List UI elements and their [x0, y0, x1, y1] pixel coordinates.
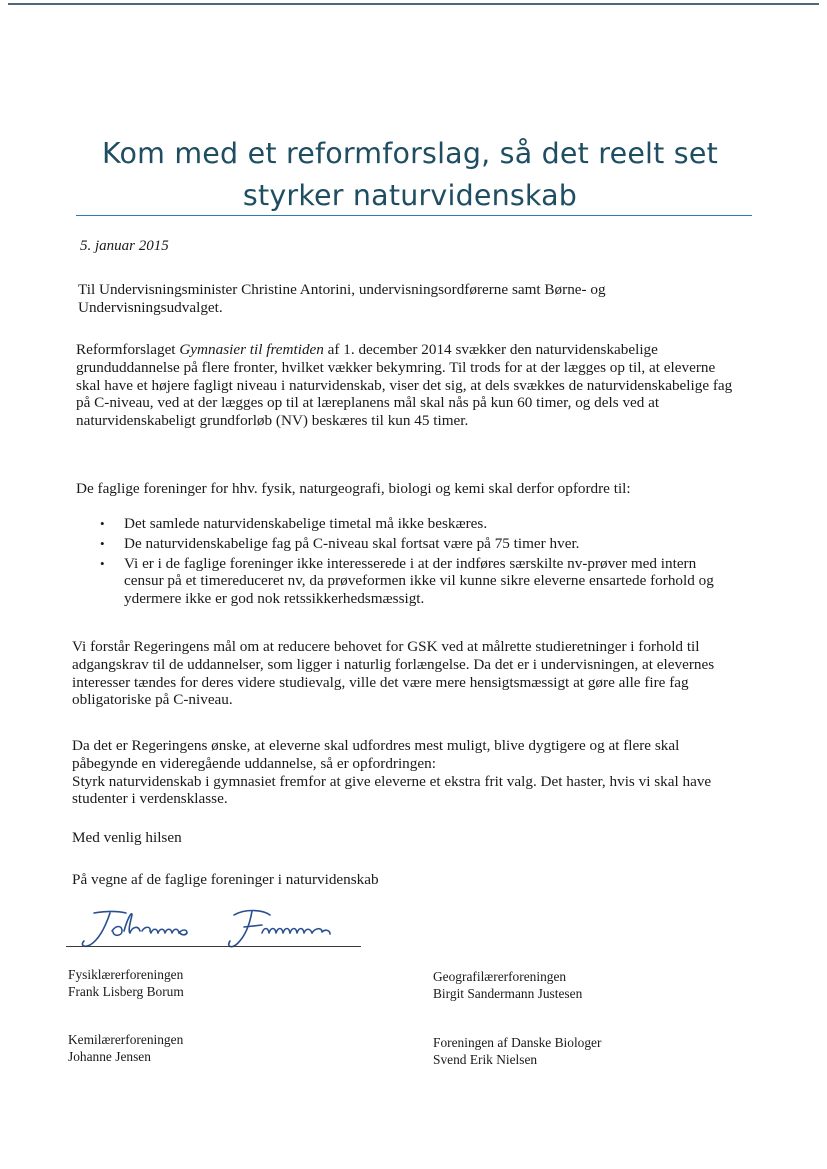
signatory-chemistry	[68, 1032, 183, 1065]
paragraph-intro-start: Reformforslaget	[76, 341, 180, 358]
list-item-text: Det samlede naturvidenskabelige timetal må ikke beskæres.	[124, 515, 488, 532]
call-to-action-statement: Styrk naturvidenskab i gymnasiet fremfor at give eleverne et ekstra frit valg. Det haster, hvis vi skal have studenter i verdensklasse.	[72, 772, 712, 808]
signatory-name: Frank Lisberg Borum	[68, 983, 184, 999]
bullet-icon: •	[100, 535, 105, 551]
paragraph-intro	[76, 341, 736, 430]
signatory-name: Johanne Jensen	[68, 1048, 151, 1064]
paragraph-gsk: Vi forstår Regeringens mål om at reducere behovet for GSK ved at målrette studieretninger i forhold til adgangskrav til de uddannelser, som ligger i naturlig forlængelse. Da det er i undervisningen, at elevernes interesser tændes for deres videre studievalg, ville det være mere hensigtsmæssigt at gøre alle fire fag obligatoriske på C-niveau.	[72, 638, 715, 709]
page-title	[60, 133, 760, 217]
organization-name: Fysiklærerforeningen	[68, 967, 184, 982]
title-underline	[76, 215, 752, 216]
list-item-text: Vi er i de faglige foreninger ikke interesserede i at der indføres særskilte nv-prøver med intern censur på et timereduceret nv, da prøveformen ikke vil kunne sikre eleverne ensartede forhold og ydermere ikke er god nok retssikkerhedsmæssigt.	[124, 554, 714, 608]
paragraph-call-to-action	[72, 737, 737, 808]
signatory-physics	[68, 967, 184, 1000]
closing-greeting: Med venlig hilsen	[72, 829, 182, 846]
paragraph-request: De faglige foreninger for hhv. fysik, naturgeografi, biologi og kemi skal derfor opfordre til:	[76, 480, 631, 497]
list-item	[98, 515, 728, 533]
top-border-rule	[8, 3, 819, 5]
title-line-2: styrker naturvidenskab	[242, 179, 578, 212]
signatory-geography	[433, 969, 582, 1002]
organization-name: Geografilærerforeningen	[433, 969, 567, 984]
signatory-biology	[433, 1035, 601, 1068]
list-item	[98, 555, 728, 608]
report-title: Gymnasier til fremtiden	[179, 341, 324, 358]
organization-name: Foreningen af Danske Biologer	[433, 1035, 602, 1050]
list-item-text: De naturvidenskabelige fag på C-niveau skal fortsat være på 75 timer hver.	[124, 534, 580, 552]
organization-name: Kemilærerforeningen	[68, 1032, 184, 1047]
letter-date: 5. januar 2015	[80, 238, 169, 254]
on-behalf-line: På vegne af de faglige foreninger i naturvidenskab	[72, 871, 379, 888]
signature-line	[66, 946, 361, 947]
salutation: Til Undervisningsminister Christine Antorini, undervisningsordførerne samt Børne- og Undervisningsudvalget.	[78, 281, 606, 316]
call-to-action-intro: Da det er Regeringens ønske, at eleverne skal udfordres mest muligt, blive dygtigere og at flere skal påbegynde en videregående uddannelse, så er opfordringen:	[72, 737, 680, 772]
demands-list	[98, 515, 728, 610]
signatory-name: Svend Erik Nielsen	[433, 1051, 538, 1067]
bullet-icon: •	[100, 555, 105, 571]
bullet-icon: •	[100, 516, 105, 531]
list-item	[98, 535, 728, 553]
signatory-name: Birgit Sandermann Justesen	[433, 985, 583, 1001]
paragraph-intro-rest: af 1. december 2014 svækker den naturvidenskabelige grunduddannelse på flere fronter, hvilket vækker bekymring. Til trods for at der lægges op til, at eleverne skal have et højere fagligt niveau i naturvidenskab, viser det sig, at dels svækkes de naturvidenskabelige fag på C-niveau, ved at der lægges op til at læreplanens mål skal nås på kun 60 timer, og dels ved at naturvidenskabeligt grundforløb (NV) beskæres til kun 45 timer.	[76, 341, 733, 430]
title-line-1: Kom med et reformforslag, så det reelt set	[102, 137, 718, 170]
handwritten-signature	[66, 905, 366, 951]
